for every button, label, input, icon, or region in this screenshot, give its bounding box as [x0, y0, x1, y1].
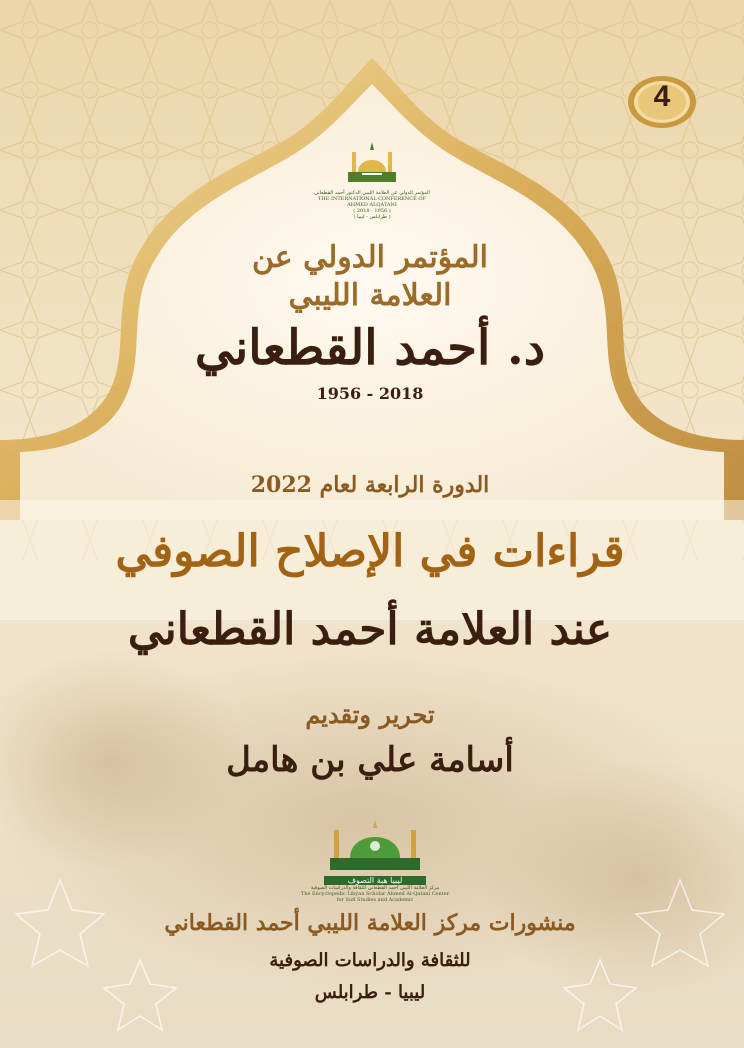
issue-number: 4: [653, 80, 671, 113]
center-logo-banner: ليبيا هبة التصوف: [324, 876, 426, 885]
editing-label: تحرير وتقديم: [305, 700, 435, 729]
publisher-line-1: منشورات مركز العلامة الليبي أحمد القطعاني: [164, 910, 576, 936]
scholar-years: 1956 - 2018: [316, 384, 424, 403]
conference-logo-caption-en: THE INTERNATIONAL CONFERENCE OF AHMED ALQATANI: [318, 196, 426, 208]
conference-logo-place: ( طرابلس - ليبيا ): [353, 214, 391, 220]
center-logo-caption-en: The Encyclopedic Libyan Scholar Ahmed Al-Qatani Center for Sufi Studies and Academic: [300, 891, 450, 903]
publisher-line-2: للثقافة والدراسات الصوفية: [269, 950, 471, 971]
publisher-line-3: ليبيا - طرابلس: [314, 982, 426, 1003]
edition-line: الدورة الرابعة لعام 2022: [250, 472, 490, 498]
conference-line-1: المؤتمر الدولي عن: [251, 240, 489, 275]
dome-logo-icon: [320, 816, 430, 872]
conference-logo-caption-ar: المؤتمر الدولي عن العلامة الليبي الدكتور أحمد القطعاني: [314, 190, 430, 196]
center-logo-caption-ar: مركز العلامة الليبي أحمد القطعاني للثقافة والدراسات الصوفية: [310, 885, 440, 891]
conference-line-2: العلامة الليبي: [288, 278, 452, 313]
center-logo: [300, 816, 450, 903]
conference-logo-years: ( 2018 - 1956 ): [353, 208, 391, 214]
mosque-logo-icon: [344, 132, 400, 186]
book-title-line-1: قراءات في الإصلاح الصوفي: [115, 526, 625, 577]
scholar-name: د. أحمد القطعاني: [194, 320, 546, 376]
editor-name: أسامة علي بن هامل: [226, 740, 514, 780]
conference-logo: [312, 132, 432, 220]
book-title-line-2: عند العلامة أحمد القطعاني: [127, 604, 613, 655]
